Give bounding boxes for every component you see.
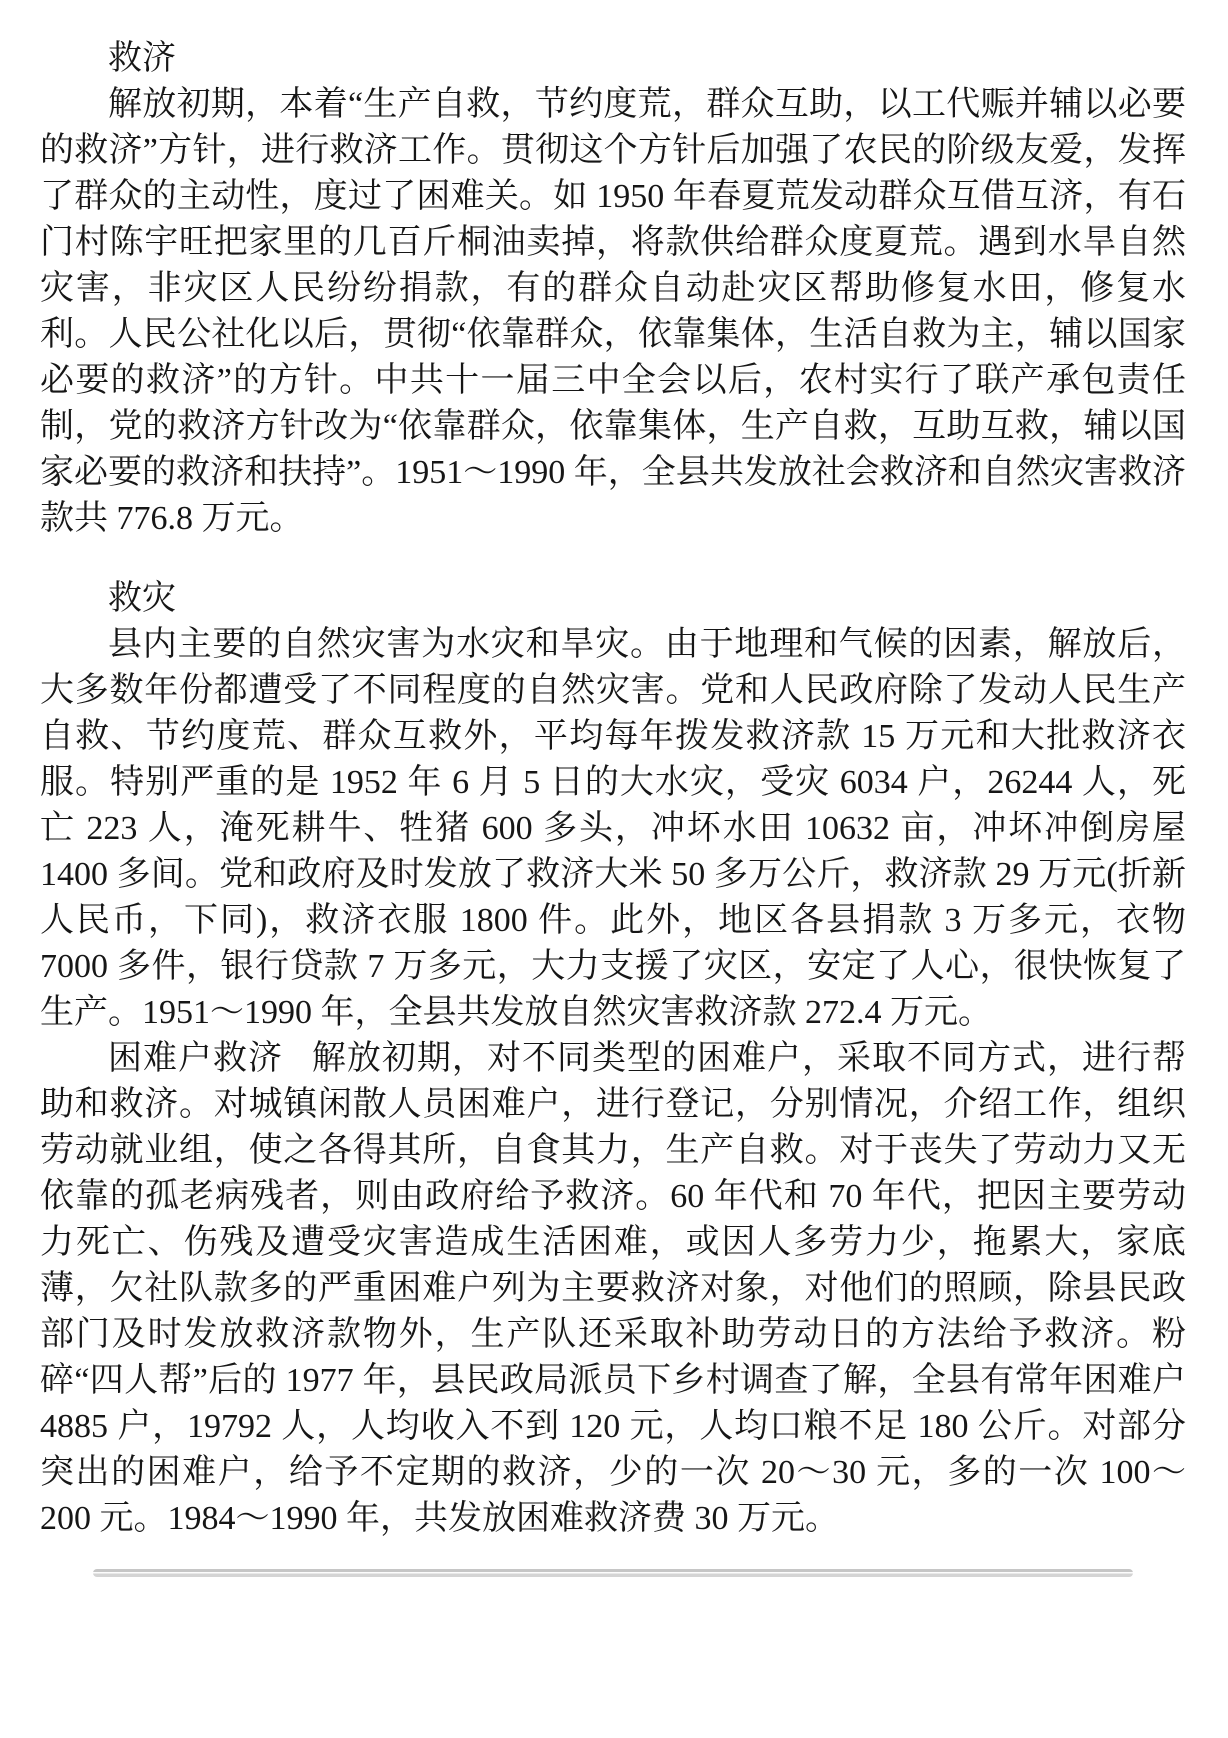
section-heading-relief: 救济 [108,40,176,77]
footnote-divider [93,1569,1133,1577]
run-in-paragraph-text: 解放初期，对不同类型的困难户，采取不同方式，进行帮助和救济。对城镇闲散人员困难户，进行登记，分别情况，介绍工作，组织劳动就业组，使之各得其所，自食其力，生产自救。对于丧失了劳动力又无依靠的孤老病残者，则由政府给予救济。60 年代和 70 年代，把因主要劳动力死亡、伤残及遭受灾害造成生活困难，或因人多劳力少，拖累大，家底薄，欠社队款多的严重困难户列为主要救济对象，对他们的照顾，除县民政部门及时发放救济款物外，生产队还采取补助劳动日的方法给予救济。粉碎“四人帮”后的 1977 年，县民政局派员下乡村调查了解，全县有常年困难户 4885 户，19792 人，人均收入不到 120 元，人均口粮不足 180 公斤。对部分突出的困难户，给予不定期的救济，少的一次 20～30 元，多的一次 100～200 元。1984～1990 年，共发放困难救济费 30 万元。 [40,1040,1187,1537]
relief-paragraph: 解放初期，本着“生产自救，节约度荒，群众互助，以工代赈并辅以必要的救济”方针，进行救济工作。贯彻这个方针后加强了农民的阶级友爱，发挥了群众的主动性，度过了困难关。如 1950 年春夏荒发动群众互借互济，有石门村陈宇旺把家里的几百斤桐油卖掉，将款供给群众度夏荒。遇到水旱自然灾害，非灾区人民纷纷捐款，有的群众自动赴灾区帮助修复水田，修复水利。人民公社化以后，贯彻“依靠群众，依靠集体，生活自救为主，辅以国家必要的救济”的方针。中共十一届三中全会以后，农村实行了联产承包责任制，党的救济方针改为“依靠群众，依靠集体，生产自救，互助互救，辅以国家必要的救济和扶持”。1951～1990 年，全县共发放社会救济和自然灾害救济款共 776.8 万元。 [40,86,1186,537]
disaster-relief-paragraph: 县内主要的自然灾害为水灾和旱灾。由于地理和气候的因素，解放后，大多数年份都遭受了不同程度的自然灾害。党和人民政府除了发动人民生产自救、节约度荒、群众互救外，平均每年拨发救济款 15 万元和大批救济衣服。特别严重的是 1952 年 6 月 5 日的大水灾，受灾 6034 户，26244 人，死亡 223 人，淹死耕牛、牲猪 600 多头，冲坏水田 10632 亩，冲坏冲倒房屋 1400 多间。党和政府及时发放了救济大米 50 多万公斤，救济款 29 万元(折新人民币，下同)，救济衣服 1800 件。此外，地区各县捐款 3 万多元，衣物 7000 多件，银行贷款 7 万多元，大力支援了灾区，安定了人心，很快恢复了生产。1951～1990 年，全县共发放自然灾害救济款 272.4 万元。 [40,626,1186,1031]
needy-households-paragraph [40,1036,1186,1542]
section-relief [40,36,1186,542]
section-disaster-relief [40,576,1186,1542]
section-heading-disaster-relief: 救灾 [108,580,176,617]
run-in-subheading: 困难户救济 [108,1040,284,1077]
